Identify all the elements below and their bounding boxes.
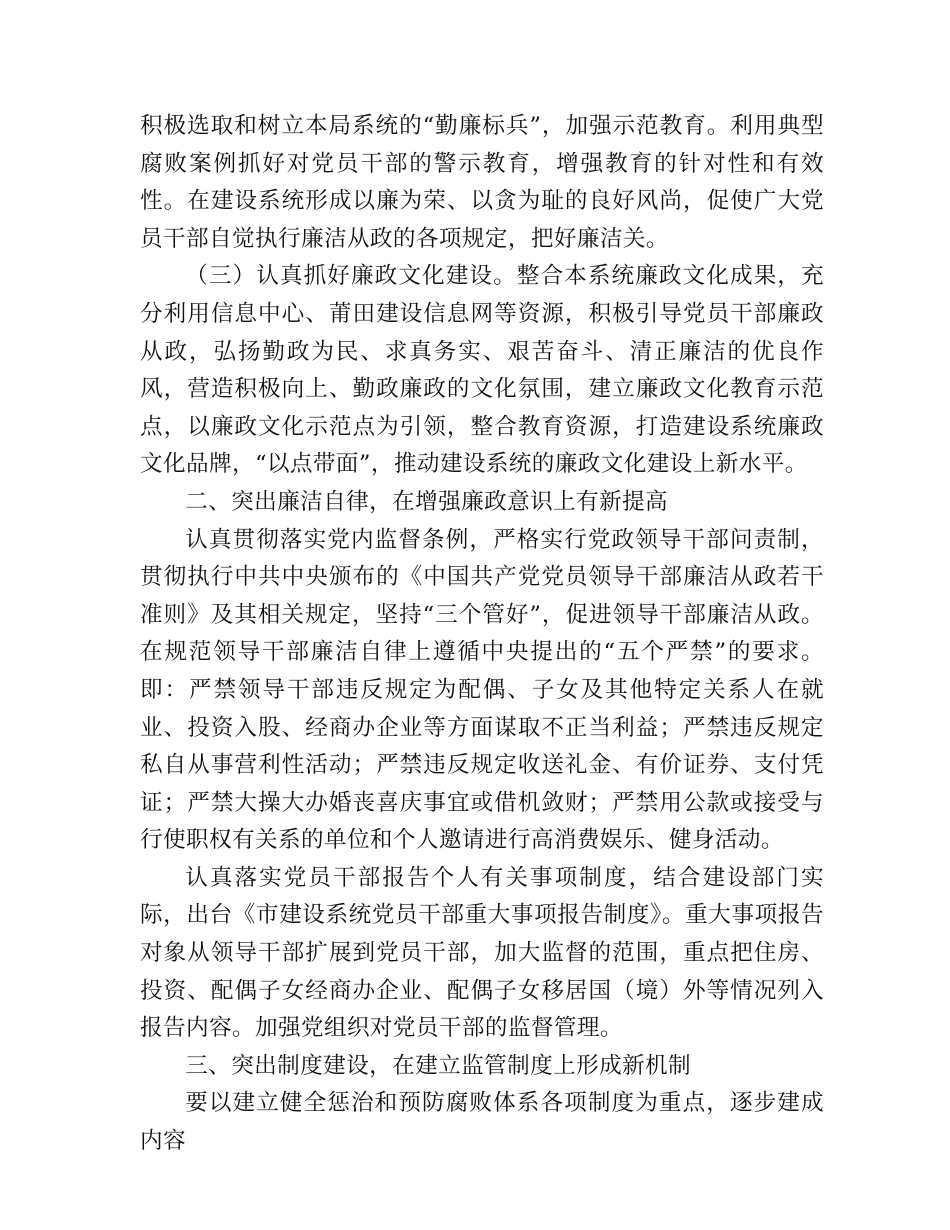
paragraph-inner-party-supervision: 认真贯彻落实党内监督条例，严格实行党政领导干部问责制，贯彻执行中共中央颁布的《中国共产党党员领导干部廉洁从政若干准则》及其相关规定，坚持“三个管好”，促进领导干部廉洁从政。在规范领导干部廉洁自律上遵循中央提出的“五个严禁”的要求。即：严禁领导干部违反规定为配偶、子女及其他特定关系人在就业、投资入股、经商办企业等方面谋取不正当利益；严禁违反规定私自从事营利性活动；严禁违反规定收送礼金、有价证券、支付凭证；严禁大操大办婚丧喜庆事宜或借机敛财；严禁用公款或接受与行使职权有关系的单位和个人邀请进行高消费娱乐、健身活动。 — [140, 526, 824, 854]
paragraph-exemplary-education: 积极选取和树立本局系统的“勤廉标兵”，加强示范教育。利用典型腐败案例抓好对党员干部的警示教育，增强教育的针对性和有效性。在建设系统形成以廉为荣、以贪为耻的良好风尚，促使广大党员干部自觉执行廉洁从政的各项规定，把好廉洁关。 — [140, 113, 824, 252]
document-body — [140, 108, 824, 1161]
section-heading-institution-building: 三、突出制度建设，在建立监管制度上形成新机制 — [185, 1052, 692, 1079]
paragraph-integrity-culture: （三）认真抓好廉政文化建设。整合本系统廉政文化成果，充分利用信息中心、莆田建设信息网等资源，积极引导党员干部廉政从政，弘扬勤政为民、求真务实、艰苦奋斗、清正廉洁的优良作风，营造积极向上、勤政廉政的文化氛围，建立廉政文化教育示范点，以廉政文化示范点为引领，整合教育资源，打造建设系统廉政文化品牌，“以点带面”，推动建设系统的廉政文化建设上新水平。 — [140, 263, 824, 478]
paragraph-anti-corruption-system: 要以建立健全惩治和预防腐败体系各项制度为重点，逐步建成内容 — [140, 1090, 824, 1155]
paragraph-personal-matters-report: 认真落实党员干部报告个人有关事项制度，结合建设部门实际，出台《市建设系统党员干部重大事项报告制度》。重大事项报告对象从领导干部扩展到党员干部，加大监督的范围，重点把住房、投资、配偶子女经商办企业、配偶子女移居国（境）外等情况列入报告内容。加强党组织对党员干部的监督管理。 — [140, 864, 824, 1042]
section-heading-self-discipline: 二、突出廉洁自律，在增强廉政意识上有新提高 — [185, 488, 669, 515]
